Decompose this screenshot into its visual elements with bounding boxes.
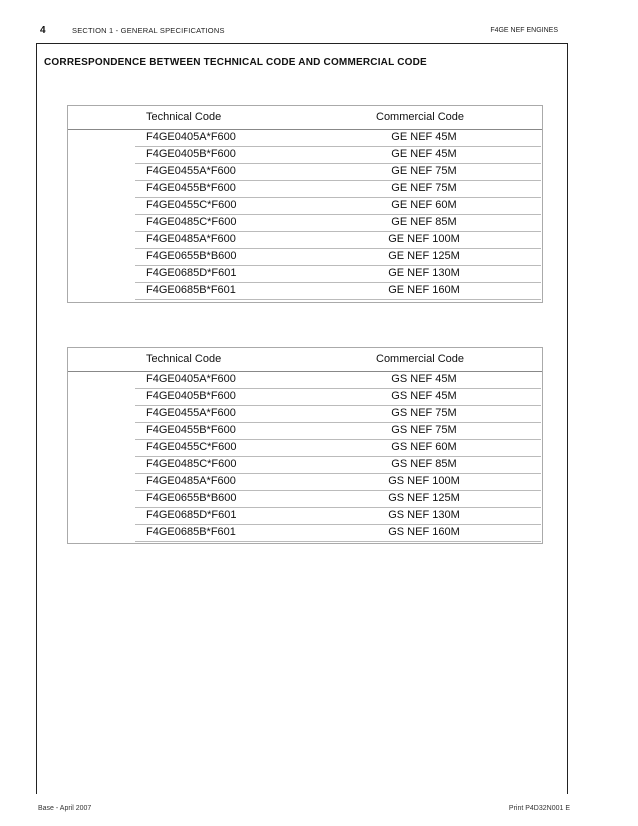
commercial-code-cell: GS NEF 130M bbox=[388, 509, 460, 521]
commercial-code-cell: GS NEF 85M bbox=[391, 458, 457, 470]
commercial-code-cell: GE NEF 75M bbox=[391, 165, 457, 177]
technical-code-cell: F4GE0685B*F601 bbox=[146, 284, 236, 296]
commercial-code-cell: GS NEF 100M bbox=[388, 475, 460, 487]
commercial-code-cell: GS NEF 45M bbox=[391, 390, 457, 402]
commercial-code-cell: GE NEF 85M bbox=[391, 216, 457, 228]
left-margin-rule bbox=[36, 43, 37, 794]
table-row bbox=[68, 525, 542, 542]
table-body bbox=[68, 130, 542, 300]
commercial-code-cell: GE NEF 45M bbox=[391, 131, 457, 143]
row-divider bbox=[135, 299, 369, 300]
right-margin-rule bbox=[567, 43, 568, 794]
column-header-technical-code: Technical Code bbox=[146, 111, 222, 123]
row-divider bbox=[135, 541, 369, 542]
technical-code-cell: F4GE0455A*F600 bbox=[146, 407, 236, 419]
commercial-code-cell: GS NEF 45M bbox=[391, 373, 457, 385]
table-body bbox=[68, 372, 542, 542]
technical-code-cell: F4GE0455B*F600 bbox=[146, 424, 236, 436]
commercial-code-cell: GS NEF 125M bbox=[388, 492, 460, 504]
table-row bbox=[68, 164, 542, 181]
table-row bbox=[68, 457, 542, 474]
technical-code-cell: F4GE0455C*F600 bbox=[146, 441, 237, 453]
commercial-code-cell: GE NEF 125M bbox=[388, 250, 460, 262]
technical-code-cell: F4GE0405A*F600 bbox=[146, 373, 236, 385]
column-header-technical-code: Technical Code bbox=[146, 353, 222, 365]
commercial-code-cell: GE NEF 100M bbox=[388, 233, 460, 245]
commercial-code-cell: GS NEF 75M bbox=[391, 424, 457, 436]
commercial-code-cell: GS NEF 75M bbox=[391, 407, 457, 419]
table-row bbox=[68, 406, 542, 423]
table-row bbox=[68, 440, 542, 457]
technical-code-cell: F4GE0455C*F600 bbox=[146, 199, 237, 211]
commercial-code-cell: GE NEF 130M bbox=[388, 267, 460, 279]
footer-print-code: Print P4D32N001 E bbox=[508, 805, 570, 812]
technical-code-cell: F4GE0405B*F600 bbox=[146, 148, 236, 160]
table-row bbox=[68, 508, 542, 525]
technical-code-cell: F4GE0685B*F601 bbox=[146, 526, 236, 538]
technical-code-cell: F4GE0405A*F600 bbox=[146, 131, 236, 143]
technical-code-cell: F4GE0485A*F600 bbox=[146, 233, 236, 245]
table-header bbox=[68, 106, 542, 130]
correspondence-table-ge bbox=[67, 105, 543, 303]
technical-code-cell: F4GE0455A*F600 bbox=[146, 165, 236, 177]
table-row bbox=[68, 215, 542, 232]
commercial-code-cell: GS NEF 160M bbox=[388, 526, 460, 538]
row-divider bbox=[369, 299, 541, 300]
table-row bbox=[68, 232, 542, 249]
page-heading: CORRESPONDENCE BETWEEN TECHNICAL CODE AND COMMERCIAL CODE bbox=[44, 57, 427, 68]
table-row bbox=[68, 283, 542, 300]
engine-title: F4GE NEF ENGINES bbox=[490, 27, 558, 34]
technical-code-cell: F4GE0655B*B600 bbox=[146, 250, 237, 262]
technical-code-cell: F4GE0655B*B600 bbox=[146, 492, 237, 504]
table-row bbox=[68, 423, 542, 440]
correspondence-table-gs bbox=[67, 347, 543, 544]
header-rule bbox=[36, 43, 567, 44]
commercial-code-cell: GS NEF 60M bbox=[391, 441, 457, 453]
table-row bbox=[68, 249, 542, 266]
table-row bbox=[68, 130, 542, 147]
table-row bbox=[68, 491, 542, 508]
technical-code-cell: F4GE0485C*F600 bbox=[146, 458, 237, 470]
technical-code-cell: F4GE0405B*F600 bbox=[146, 390, 236, 402]
commercial-code-cell: GE NEF 45M bbox=[391, 148, 457, 160]
table-row bbox=[68, 389, 542, 406]
technical-code-cell: F4GE0455B*F600 bbox=[146, 182, 236, 194]
technical-code-cell: F4GE0485A*F600 bbox=[146, 475, 236, 487]
table-header bbox=[68, 348, 542, 372]
technical-code-cell: F4GE0685D*F601 bbox=[146, 509, 237, 521]
technical-code-cell: F4GE0485C*F600 bbox=[146, 216, 237, 228]
commercial-code-cell: GE NEF 75M bbox=[391, 182, 457, 194]
column-header-commercial-code: Commercial Code bbox=[376, 353, 465, 365]
commercial-code-cell: GE NEF 60M bbox=[391, 199, 457, 211]
row-divider bbox=[369, 541, 541, 542]
table-row bbox=[68, 474, 542, 491]
table-row bbox=[68, 147, 542, 164]
page-number: 4 bbox=[40, 25, 46, 36]
table-row bbox=[68, 372, 542, 389]
technical-code-cell: F4GE0685D*F601 bbox=[146, 267, 237, 279]
table-row bbox=[68, 266, 542, 283]
commercial-code-cell: GE NEF 160M bbox=[388, 284, 460, 296]
column-header-commercial-code: Commercial Code bbox=[376, 111, 465, 123]
section-title: SECTION 1 - GENERAL SPECIFICATIONS bbox=[72, 26, 225, 35]
footer-edition: Base - April 2007 bbox=[38, 805, 92, 812]
table-row bbox=[68, 181, 542, 198]
table-row bbox=[68, 198, 542, 215]
